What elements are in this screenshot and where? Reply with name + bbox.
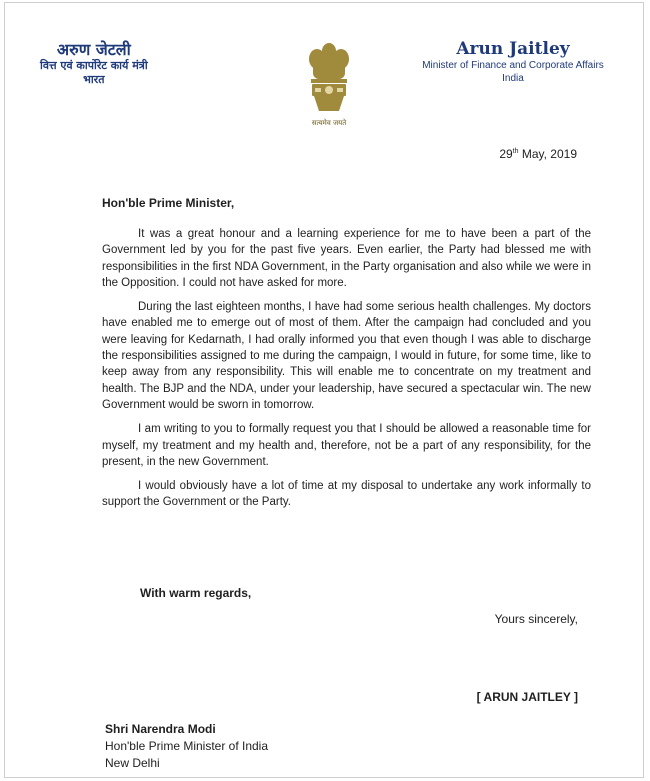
lion-capital-icon	[306, 41, 352, 117]
letterhead-english-title: Minister of Finance and Corporate Affairs	[422, 60, 604, 71]
body-paragraph: I would obviously have a lot of time at my disposal to undertake any work informally to support the Government or the Party.	[102, 480, 591, 509]
letterhead-hindi-name: अरुण जेटली	[56, 40, 131, 59]
signatory-name: [ ARUN JAITLEY ]	[476, 690, 578, 704]
closing-line: With warm regards,	[140, 586, 252, 600]
letter-body	[102, 226, 591, 519]
addressee-city: New Delhi	[105, 756, 160, 770]
letterhead-hindi-country: भारत	[83, 73, 105, 86]
state-emblem	[294, 41, 364, 133]
letterhead-english-country: India	[502, 73, 524, 84]
date-suffix: th	[512, 148, 519, 155]
emblem-motto: सत्यमेव जयते	[311, 119, 347, 127]
letterhead-hindi	[40, 41, 148, 87]
addressee-block	[105, 721, 268, 772]
body-paragraph: During the last eighteen months, I have had some serious health challenges. My doctors have enabled me to emerge out of most of them. After the campaign had concluded and you were leaving for Kedarnath, I had orally informed you that even though I was able to discharge the responsibilities assigned to me during the campaign, I would in future, for some time, like to keep away from any responsibility. This will enable me to concentrate on my treatment and health. The BJP and the NDA, under your leadership, have secured a spectacular win. The new Government would be sworn in tomorrow.	[102, 301, 591, 411]
letterhead-hindi-title: वित्त एवं कार्पोरेट कार्य मंत्री	[40, 59, 148, 72]
sign-off: Yours sincerely,	[494, 612, 578, 626]
addressee-title: Hon'ble Prime Minister of India	[105, 739, 269, 753]
letter-date	[499, 147, 577, 161]
date-day: 29	[499, 147, 513, 161]
addressee-name: Shri Narendra Modi	[105, 722, 216, 736]
letter-page	[4, 2, 644, 778]
date-rest: May, 2019	[518, 147, 577, 161]
body-paragraph: I am writing to you to formally request you that I should be allowed a reasonable time for myself, my treatment and my health and, therefore, not be a part of any responsibility, for the present, in the new Government.	[102, 423, 591, 468]
body-paragraph: It was a great honour and a learning experience for me to have been a part of the Government led by you for the past five years. Even earlier, the Party had blessed me with responsibilities in the first NDA Government, in the Party organisation and also while we were in the Opposition. I could not have asked for more.	[102, 228, 591, 289]
salutation: Hon'ble Prime Minister,	[102, 196, 235, 210]
letterhead-english-name: Arun Jaitley	[456, 39, 570, 59]
letterhead-english	[403, 39, 623, 85]
